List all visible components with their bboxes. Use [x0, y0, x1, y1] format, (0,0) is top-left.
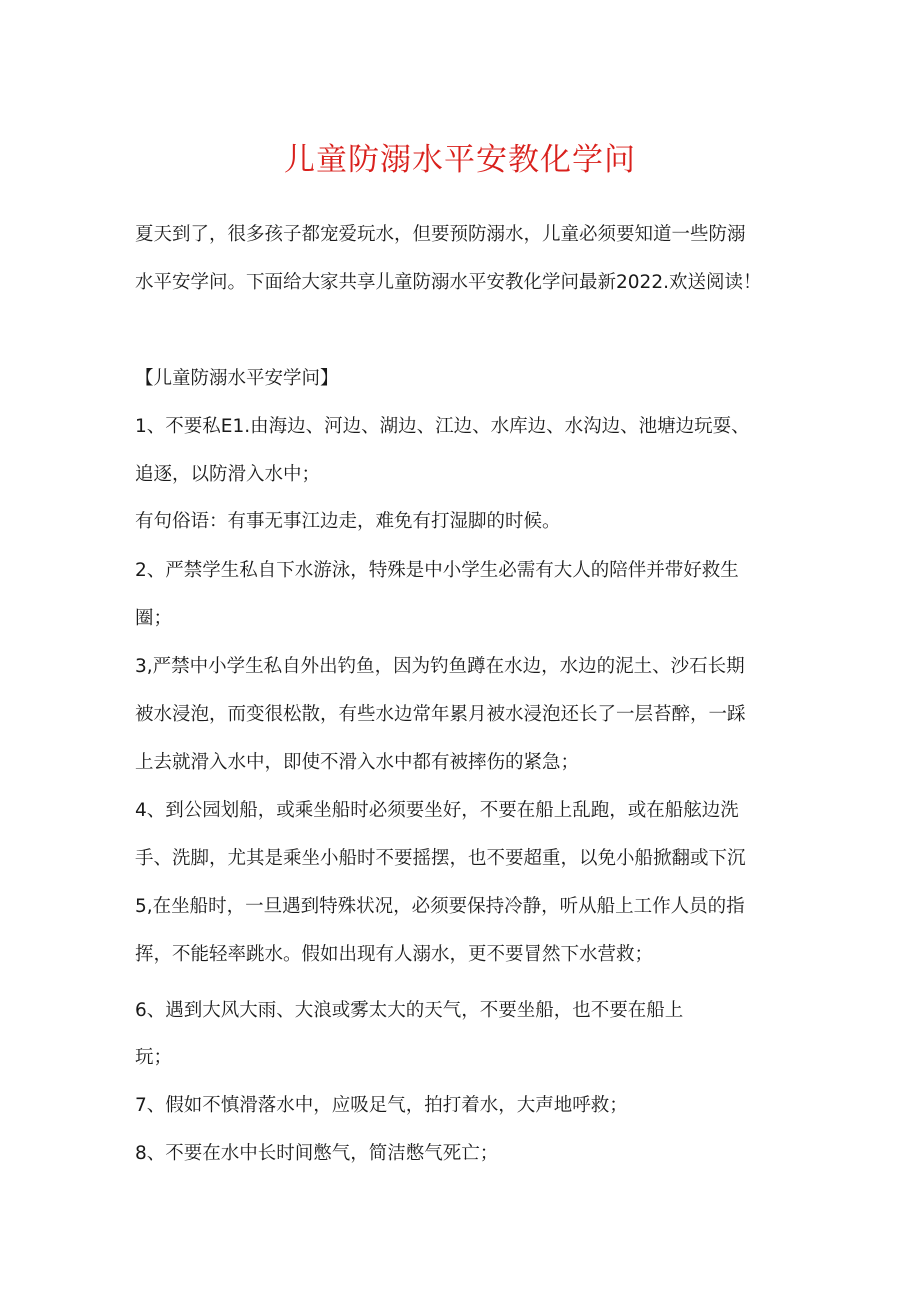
item-4-line-2: 手、洗脚，尤其是乘坐小船时不要摇摆，也不要超重，以免小船掀翻或下沉: [135, 848, 746, 869]
proverb-line: 有句俗语：有事无事江边走，难免有打湿脚的时候。: [135, 511, 561, 532]
item-4-line-1: 4、到公园划船，或乘坐船时必须要坐好，不要在船上乱跑，或在船舷边洗: [135, 800, 739, 821]
item-2-line-1: 2、严禁学生私自下水游泳，特殊是中小学生必需有大人的陪伴并带好救生: [135, 560, 739, 581]
item-5-line-1: 5,在坐船时，一旦遇到特殊状况，必须要保持冷静，听从船上工作人员的指: [135, 896, 745, 917]
item-2-line-2: 圈；: [135, 608, 173, 629]
item-3-line-1: 3,严禁中小学生私自外出钓鱼，因为钓鱼蹲在水边，水边的泥土、沙石长期: [135, 656, 745, 677]
item-3-line-3: 上去就滑入水中，即使不滑入水中都有被摔伤的紧急；: [135, 752, 580, 773]
item-5-line-2: 挥，不能轻率跳水。假如出现有人溺水，更不要冒然下水营救；: [135, 944, 654, 965]
intro-line-1: 夏天到了，很多孩子都宠爱玩水，但要预防溺水，儿童必须要知道一些防溺: [135, 224, 746, 245]
item-6-line-2: 玩；: [135, 1047, 173, 1068]
intro-line-2: 水平安学问。下面给大家共享儿童防溺水平安教化学问最新2022.欢送阅读！: [135, 272, 762, 293]
item-1-line-2: 追逐，以防滑入水中；: [135, 464, 321, 485]
item-3-line-2: 被水浸泡，而变很松散，有些水边常年累月被水浸泡还长了一层苔醉，一踩: [135, 704, 746, 725]
item-1-line-1: 1、不要私E1.由海边、河边、湖边、江边、水库边、水沟边、池塘边玩耍、: [135, 416, 750, 437]
item-8-line: 8、不要在水中长时间憋气，简洁憋气死亡；: [135, 1143, 499, 1164]
page-title: 儿童防溺水平安教化学问: [284, 142, 636, 178]
item-7-line: 7、假如不慎滑落水中，应吸足气，拍打着水，大声地呼救；: [135, 1095, 628, 1116]
item-6-line-1: 6、遇到大风大雨、大浪或雾太大的天气，不要坐船，也不要在船上: [135, 1000, 684, 1021]
section-heading: 【儿童防溺水平安学问】: [135, 368, 339, 389]
